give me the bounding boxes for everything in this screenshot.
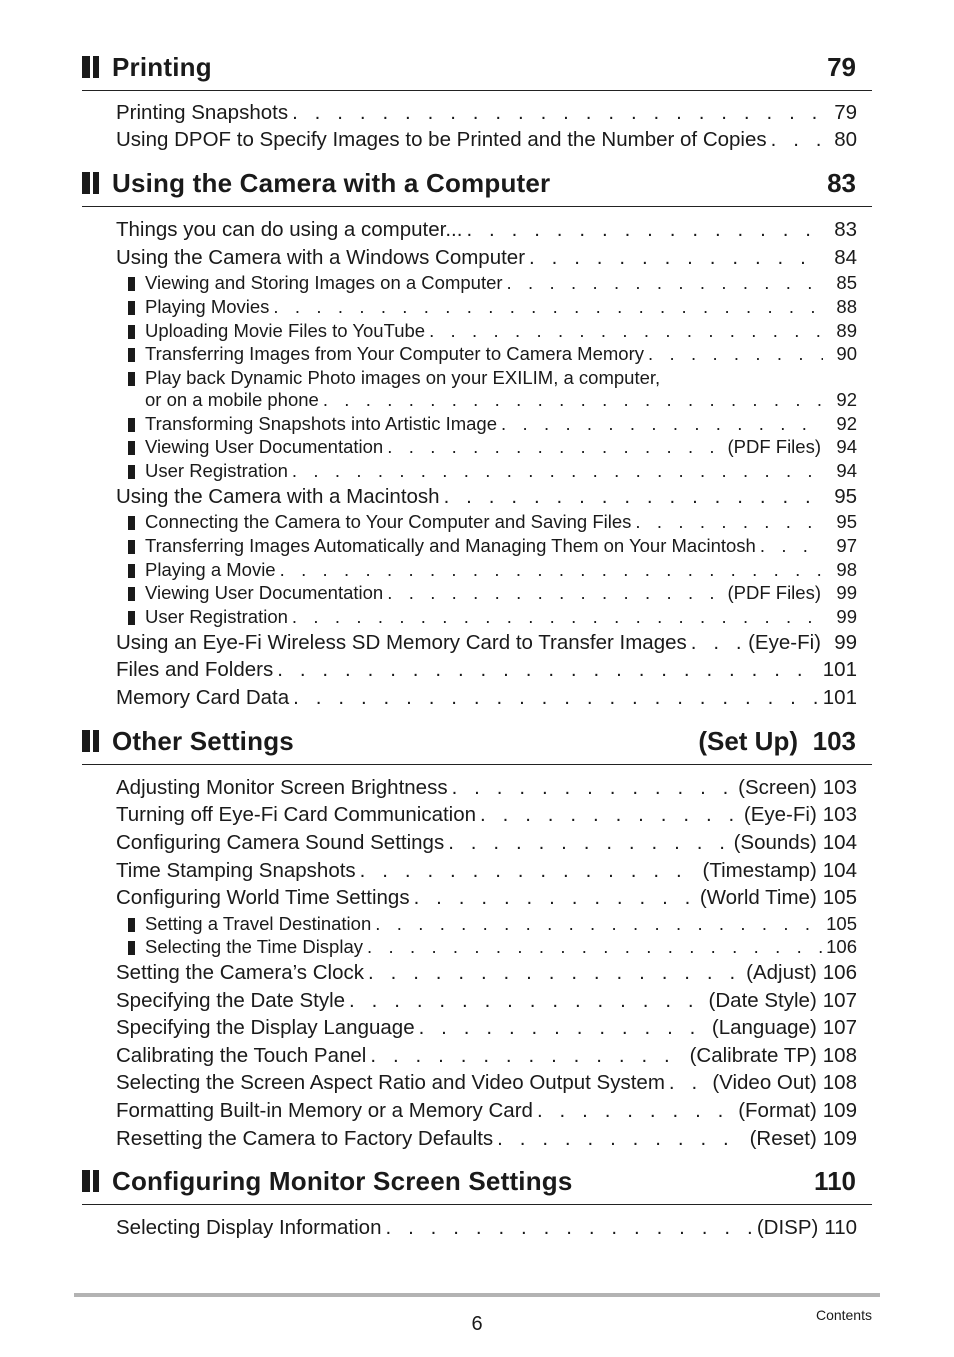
- toc-entry[interactable]: Things you can do using a computer... . . . 83: [116, 218, 857, 244]
- footer-divider: [74, 1293, 880, 1297]
- bullet-icon: [128, 465, 135, 479]
- section-heading-computer: [82, 166, 872, 207]
- toc-subentry[interactable]: Transferring Images Automatically and Managing Them on Your Macintosh . . . 97: [128, 535, 857, 559]
- page-number: 6: [471, 1313, 483, 1335]
- toc-subentry[interactable]: Setting a Travel Destination . . . 105: [128, 913, 857, 937]
- toc-entry[interactable]: Using the Camera with a Windows Computer . . . 84: [116, 246, 857, 272]
- toc-subentry-continuation[interactable]: or on a mobile phone . . . 92: [145, 389, 857, 413]
- toc-entry[interactable]: Selecting the Screen Aspect Ratio and Video Output System . . . (Video Out) 108: [116, 1071, 857, 1097]
- section-title: Other Settings: [112, 726, 294, 756]
- section-marker-icon: [82, 730, 104, 752]
- toc-subentry[interactable]: Viewing User Documentation . . . (PDF Files) 94: [128, 436, 857, 460]
- section-page: 79: [827, 52, 856, 82]
- toc-subentry[interactable]: Playing a Movie . . . 98: [128, 559, 857, 583]
- toc-subentry[interactable]: User Registration . . . 99: [128, 606, 857, 630]
- bullet-icon: [128, 564, 135, 578]
- section-marker-icon: [82, 172, 104, 194]
- toc-entry[interactable]: Setting the Camera’s Clock . . . (Adjust) 106: [116, 961, 857, 987]
- toc-subentry[interactable]: Transforming Snapshots into Artistic Image . . . 92: [128, 413, 857, 437]
- toc-subentry[interactable]: Play back Dynamic Photo images on your EXILIM, a computer,: [128, 367, 857, 391]
- section-marker-icon: [82, 1170, 104, 1192]
- section-subtitle: (Set Up): [698, 726, 798, 756]
- section-marker-icon: [82, 56, 104, 78]
- toc-entry[interactable]: Resetting the Camera to Factory Defaults . . . (Reset) 109: [116, 1127, 857, 1153]
- toc-entry[interactable]: Using an Eye-Fi Wireless SD Memory Card to Transfer Images . . . (Eye-Fi) 99: [116, 631, 857, 657]
- toc-entry[interactable]: Configuring Camera Sound Settings . . . (Sounds) 104: [116, 831, 857, 857]
- section-page: 103: [812, 726, 856, 756]
- toc-subentry[interactable]: Connecting the Camera to Your Computer and Saving Files . . . 95: [128, 511, 857, 535]
- bullet-icon: [128, 611, 135, 625]
- toc-entry[interactable]: Printing Snapshots . . . 79: [116, 101, 857, 127]
- toc-entry[interactable]: Specifying the Display Language . . . (Language) 107: [116, 1016, 857, 1042]
- toc-subentry[interactable]: Selecting the Time Display . . . 106: [128, 936, 857, 960]
- bullet-icon: [128, 325, 135, 339]
- bullet-icon: [128, 941, 135, 955]
- section-title: Using the Camera with a Computer: [112, 168, 551, 198]
- bullet-icon: [128, 348, 135, 362]
- toc-entry[interactable]: Calibrating the Touch Panel . . . (Calibrate TP) 108: [116, 1044, 857, 1070]
- section-heading-other-settings: [82, 724, 872, 765]
- toc-entry[interactable]: Time Stamping Snapshots . . . (Timestamp) 104: [116, 859, 857, 885]
- section-heading-monitor-settings: [82, 1164, 872, 1205]
- toc-entry[interactable]: Formatting Built-in Memory or a Memory Card . . . (Format) 109: [116, 1099, 857, 1125]
- bullet-icon: [128, 301, 135, 315]
- toc-subentry[interactable]: Transferring Images from Your Computer to Camera Memory . . . 90: [128, 343, 857, 367]
- bullet-icon: [128, 587, 135, 601]
- bullet-icon: [128, 540, 135, 554]
- toc-subentry[interactable]: User Registration . . . 94: [128, 460, 857, 484]
- toc-entry[interactable]: Memory Card Data . . . 101: [116, 686, 857, 712]
- toc-subentry[interactable]: Viewing User Documentation . . . (PDF Files) 99: [128, 582, 857, 606]
- toc-entry[interactable]: Selecting Display Information . . . (DISP) 110: [116, 1216, 857, 1242]
- toc-subentry[interactable]: Uploading Movie Files to YouTube . . . 89: [128, 320, 857, 344]
- bullet-icon: [128, 516, 135, 530]
- toc-entry[interactable]: Configuring World Time Settings . . . (World Time) 105: [116, 886, 857, 912]
- section-page: 83: [827, 168, 856, 198]
- bullet-icon: [128, 418, 135, 432]
- section-page: 110: [814, 1166, 856, 1196]
- footer-label[interactable]: Contents: [815, 1307, 872, 1323]
- bullet-icon: [128, 277, 135, 291]
- toc-entry[interactable]: Using the Camera with a Macintosh . . . 95: [116, 485, 857, 511]
- toc-entry[interactable]: Using DPOF to Specify Images to be Printed and the Number of Copies . . . 80: [116, 128, 857, 154]
- toc-entry[interactable]: Files and Folders . . . 101: [116, 658, 857, 684]
- section-heading-printing: [82, 50, 872, 91]
- bullet-icon: [128, 441, 135, 455]
- toc-subentry[interactable]: Playing Movies . . . 88: [128, 296, 857, 320]
- toc-entry[interactable]: Adjusting Monitor Screen Brightness . . . (Screen) 103: [116, 776, 857, 802]
- section-title: Printing: [112, 52, 212, 82]
- toc-entry[interactable]: Specifying the Date Style . . . (Date Style) 107: [116, 989, 857, 1015]
- bullet-icon: [128, 372, 135, 386]
- toc-subentry[interactable]: Viewing and Storing Images on a Computer . . . 85: [128, 272, 857, 296]
- section-title: Configuring Monitor Screen Settings: [112, 1166, 573, 1196]
- toc-entry[interactable]: Turning off Eye-Fi Card Communication . . . (Eye-Fi) 103: [116, 803, 857, 829]
- bullet-icon: [128, 918, 135, 932]
